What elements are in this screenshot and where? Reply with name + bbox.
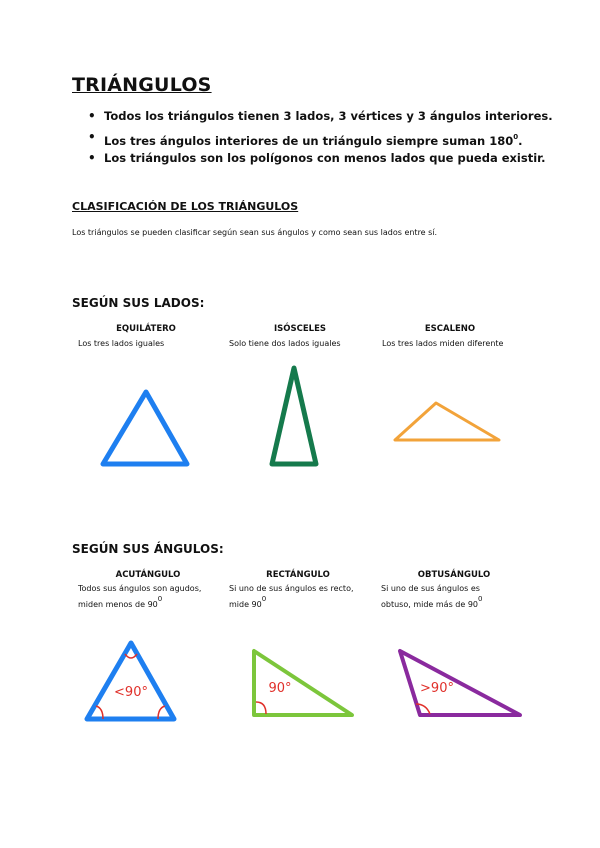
right-desc-line1: Si uno de sus ángulos es recto, (229, 584, 354, 593)
obtuse-title: OBTUSÁNGULO (417, 570, 491, 580)
fact-text: Los triángulos son los polígonos con menos lados que pueda existir. (104, 151, 546, 165)
degree-sup: 0 (157, 595, 163, 603)
classification-intro: Los triángulos se pueden clasificar según sean sus ángulos y como sean sus lados entre sí. (72, 228, 438, 237)
isosceles-triangle (272, 368, 316, 464)
fact-text: Los tres ángulos interiores de un triángulo siempre suman 180 (104, 134, 514, 148)
right-title: RECTÁNGULO (266, 570, 330, 580)
degree-sup: 0 (261, 595, 267, 603)
obtuse-triangle (400, 651, 520, 715)
right-desc-text: mide 90 (229, 600, 262, 609)
acute-desc-text: miden menos de 90 (78, 600, 158, 609)
equilateral-triangle (103, 392, 187, 464)
equilateral-title: EQUILÁTERO (116, 324, 176, 334)
scalene-desc: Los tres lados miden diferente (382, 339, 504, 348)
equilateral-desc: Los tres lados iguales (78, 339, 165, 348)
obtuse-desc-line1: Si uno de sus ángulos es (381, 584, 480, 593)
isosceles-desc: Solo tiene dos lados iguales (229, 339, 341, 348)
scalene-title: ESCALENO (424, 324, 476, 334)
fact-text: Todos los triángulos tienen 3 lados, 3 vértices y 3 ángulos interiores. (104, 109, 553, 123)
right-angle-label: 90° (268, 681, 292, 696)
obtuse-angle-label: >90° (420, 681, 454, 696)
right-angle-mark (256, 702, 266, 714)
scalene-triangle (395, 403, 499, 440)
obtuse-desc-text: obtuso, mide más de 90 (381, 600, 479, 609)
classification-heading: CLASIFICACIÓN DE LOS TRIÁNGULOS (72, 200, 299, 213)
sides-heading: SEGÚN SUS LADOS: (72, 296, 205, 310)
degree-sup: 0 (513, 133, 519, 141)
angles-heading: SEGÚN SUS ÁNGULOS: (72, 542, 224, 556)
isosceles-title: ISÓSCELES (273, 324, 327, 334)
degree-sup: 0 (478, 595, 483, 603)
page-title: TRIÁNGULOS (72, 74, 212, 96)
acute-title: ACUTÁNGULO (115, 570, 181, 580)
acute-desc-line1: Todos sus ángulos son agudos, (78, 584, 202, 593)
acute-angle-label: <90° (114, 685, 148, 700)
fact-end: . (518, 134, 523, 148)
